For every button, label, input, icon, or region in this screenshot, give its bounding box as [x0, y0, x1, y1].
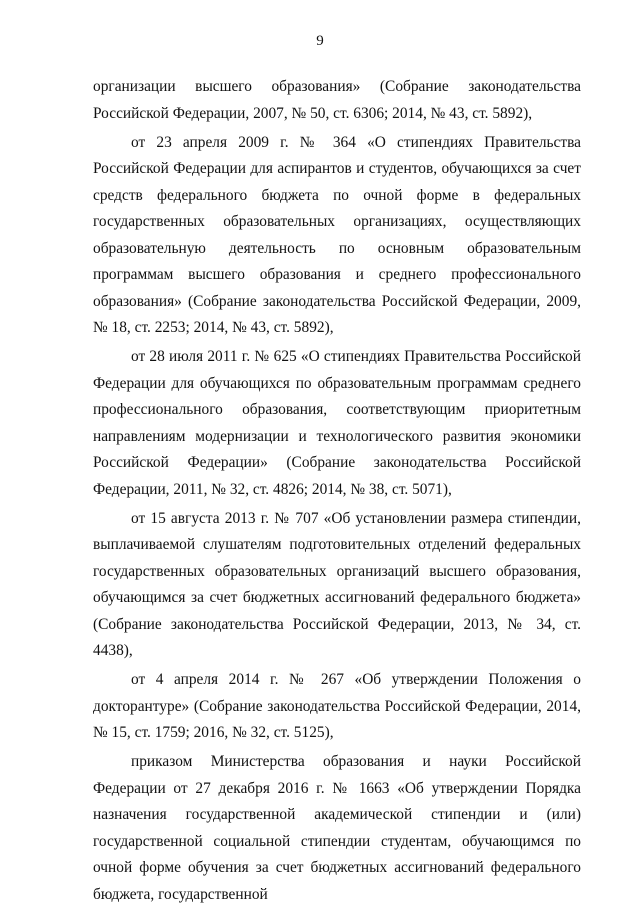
paragraph-decree-2014-267: от 4 апреля 2014 г. № 267 «Об утверждении Положения о докторантуре» (Собрание законодательства Российской Федерации, 2014, № 15, ст. 1759; 2016, № 32, ст. 5125),: [93, 671, 581, 741]
paragraph-order-2016-1663: приказом Министерства образования и науки Российской Федерации от 27 декабря 2016 г. № 1663 «Об утверждении Порядка назначения государственной академической стипендии и (или) государственной социальной стипендии студентам, обучающимся по очной форме обучения за счет бюджетных ассигнований федерального бюджета, государственной: [93, 753, 581, 903]
paragraph-decree-2013-707: от 15 августа 2013 г. № 707 «Об установлении размера стипендии, выплачиваемой слушателям подготовительных отделений федеральных государственных образовательных организаций высшего образования, обучающимся за счет бюджетных ассигнований федерального бюджета» (Собрание законодательства Российской Федерации, 2013, № 34, ст. 4438),: [93, 509, 581, 659]
paragraph-continuation: организации высшего образования» (Собрание законодательства Российской Федерации, 2007, № 50, ст. 6306; 2014, № 43, ст. 5892),: [93, 78, 581, 122]
paragraph-decree-2011-625: от 28 июля 2011 г. № 625 «О стипендиях Правительства Российской Федерации для обучающихся по образовательным программам среднего профессионального образования, соответствующим приоритетным направлениям модернизации и технологического развития экономики Российской Федерации» (Собрание законодательства Российской Федерации, 2011, № 32, ст. 4826; 2014, № 38, ст. 5071),: [93, 348, 581, 498]
document-body: [93, 74, 581, 908]
page-number: 9: [316, 33, 324, 49]
paragraph-decree-2009-364: от 23 апреля 2009 г. № 364 «О стипендиях Правительства Российской Федерации для аспирантов и студентов, обучающихся за счет средств федерального бюджета по очной форме в федеральных государственных образовательных организациях, осуществляющих образовательную деятельность по основным образовательным программам высшего образования и среднего профессионального образования» (Собрание законодательства Российской Федерации, 2009, № 18, ст. 2253; 2014, № 43, ст. 5892),: [93, 133, 581, 336]
